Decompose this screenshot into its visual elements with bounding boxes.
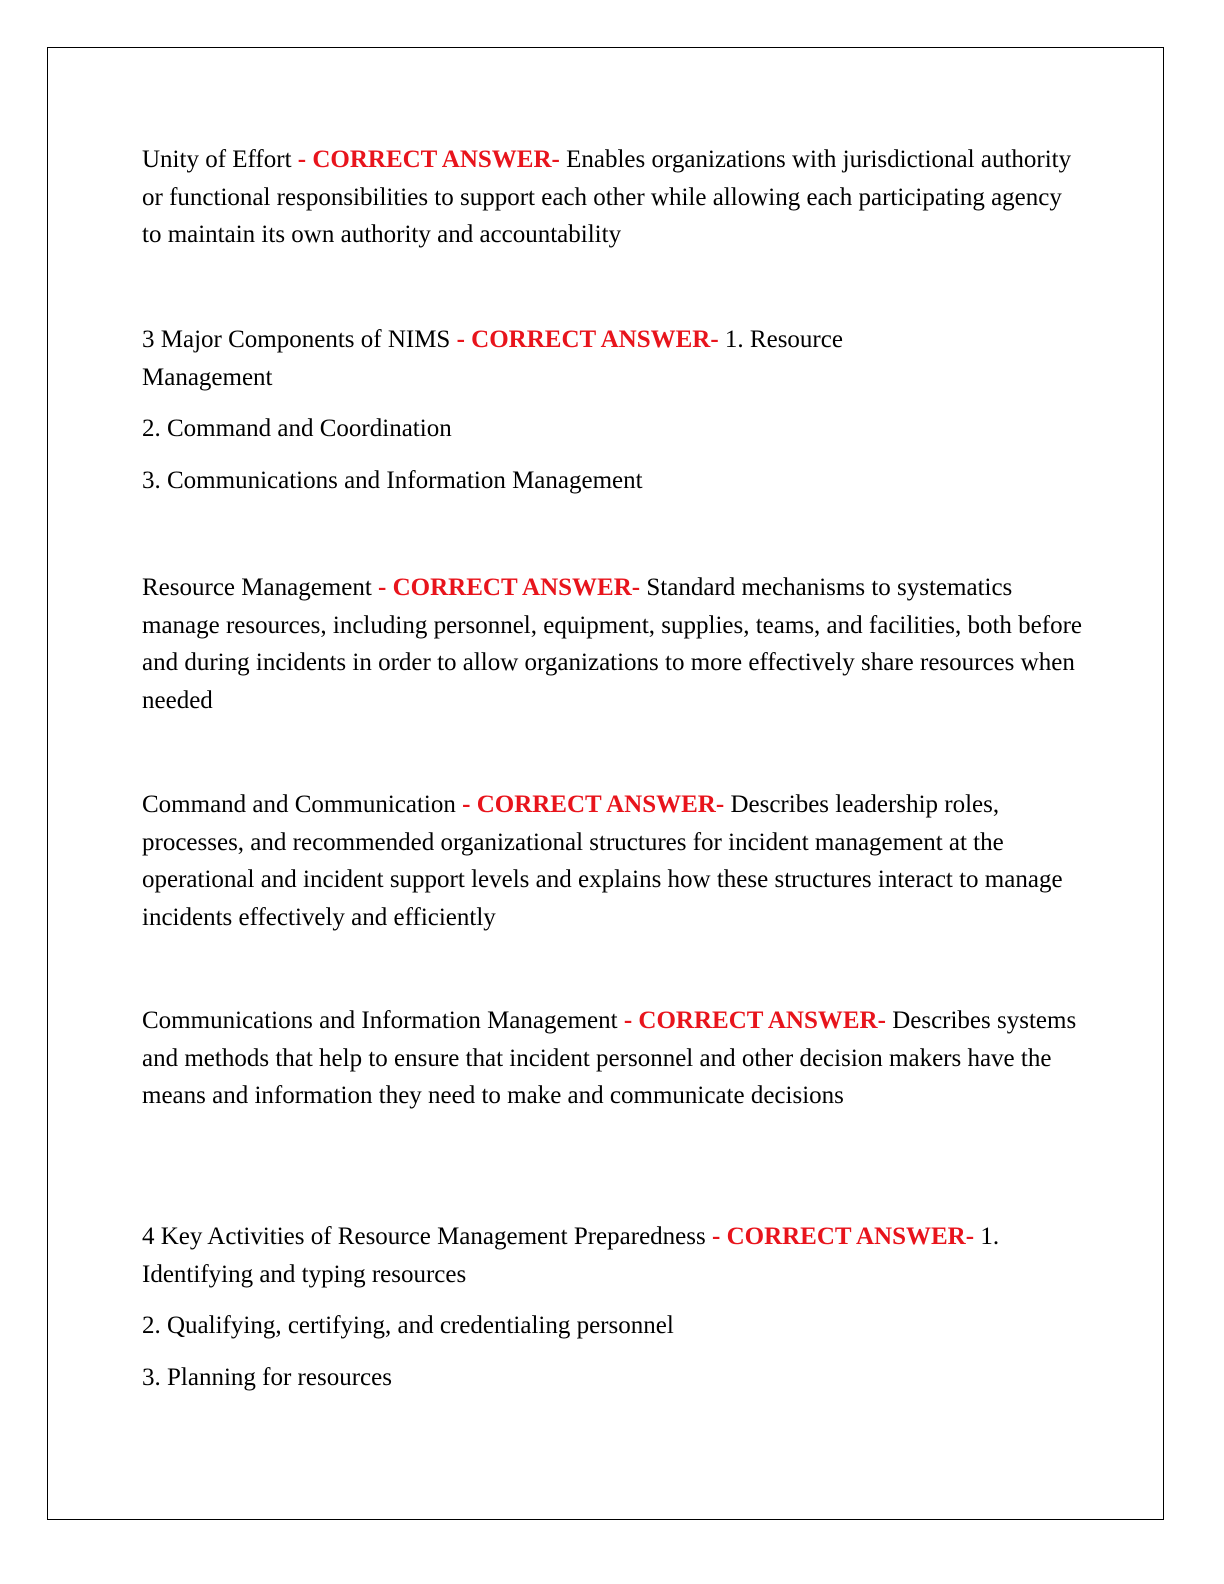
marker-trail: - xyxy=(877,1007,886,1034)
answer-text: Enables organizations with jurisdictional authority or functional responsibilities to support each other while allowing each participating agency to maintain its own authority and accountability xyxy=(142,146,1072,248)
list-item: 3. Communications and Information Management xyxy=(142,466,643,494)
marker-label: CORRECT ANSWER xyxy=(471,326,711,353)
marker-trail: - xyxy=(965,1223,975,1250)
correct-answer-marker xyxy=(462,791,724,818)
marker-dash: - xyxy=(297,146,313,173)
question-term: Command and Communication xyxy=(142,791,463,818)
qa-paragraph xyxy=(142,321,942,396)
qa-entry xyxy=(142,1002,1082,1115)
marker-dash: - xyxy=(711,1223,727,1250)
qa-entry xyxy=(142,569,1082,719)
answer-text: Describes systems and methods that help to ensure that incident personnel and other decision makers have the means and information they need to make and communicate decisions xyxy=(142,1007,1077,1109)
marker-label: CORRECT ANSWER xyxy=(726,1223,966,1250)
answer-text: 1. Resource Management xyxy=(142,326,843,391)
list-item: 2. Qualifying, certifying, and credentialing personnel xyxy=(142,1312,674,1339)
correct-answer-marker xyxy=(624,1007,886,1034)
qa-paragraph xyxy=(142,569,1082,719)
correct-answer-marker xyxy=(298,146,560,173)
question-term: 4 Key Activities of Resource Management Preparedness xyxy=(142,1223,712,1250)
question-term: Resource Management xyxy=(142,574,379,601)
qa-entry xyxy=(142,141,1082,254)
marker-trail: - xyxy=(551,146,560,173)
marker-dash: - xyxy=(378,574,393,601)
list-item: 3. Planning for resources xyxy=(142,1363,392,1391)
qa-paragraph xyxy=(142,1002,1082,1115)
answer-text: Standard mechanisms to systematics manage resources, including personnel, equipment, supplies, teams, and facilities, both before and during incidents in order to allow organizations to more effectively share resources when needed xyxy=(142,574,1083,714)
marker-trail: - xyxy=(631,574,641,601)
answer-text: Describes leadership roles, processes, and recommended organizational structures for incident management at the operational and incident support levels and explains how these structures interact to manage incidents effectively and efficiently xyxy=(142,791,1063,931)
correct-answer-marker xyxy=(378,574,640,601)
qa-paragraph xyxy=(142,786,1082,936)
marker-dash: - xyxy=(462,791,477,818)
correct-answer-marker xyxy=(457,326,719,353)
marker-label: CORRECT ANSWER xyxy=(638,1007,878,1034)
answer-text: 1. Identifying and typing resources xyxy=(142,1223,1000,1288)
qa-paragraph xyxy=(142,141,1082,254)
marker-dash: - xyxy=(456,326,472,353)
marker-trail: - xyxy=(715,791,725,818)
correct-answer-marker xyxy=(712,1223,974,1250)
list-item: 2. Command and Coordination xyxy=(142,415,452,442)
marker-dash: - xyxy=(623,1007,639,1034)
qa-entry xyxy=(142,1218,1082,1396)
qa-paragraph xyxy=(142,1218,1082,1293)
marker-label: CORRECT ANSWER xyxy=(312,146,552,173)
question-term: Communications and Information Management xyxy=(142,1007,624,1034)
question-term: 3 Major Components of NIMS xyxy=(142,326,457,353)
qa-entry xyxy=(142,321,1082,499)
question-term: Unity of Effort xyxy=(142,146,298,173)
marker-label: CORRECT ANSWER xyxy=(392,574,632,601)
qa-entry xyxy=(142,786,1082,936)
marker-trail: - xyxy=(710,326,719,353)
marker-label: CORRECT ANSWER xyxy=(476,791,716,818)
